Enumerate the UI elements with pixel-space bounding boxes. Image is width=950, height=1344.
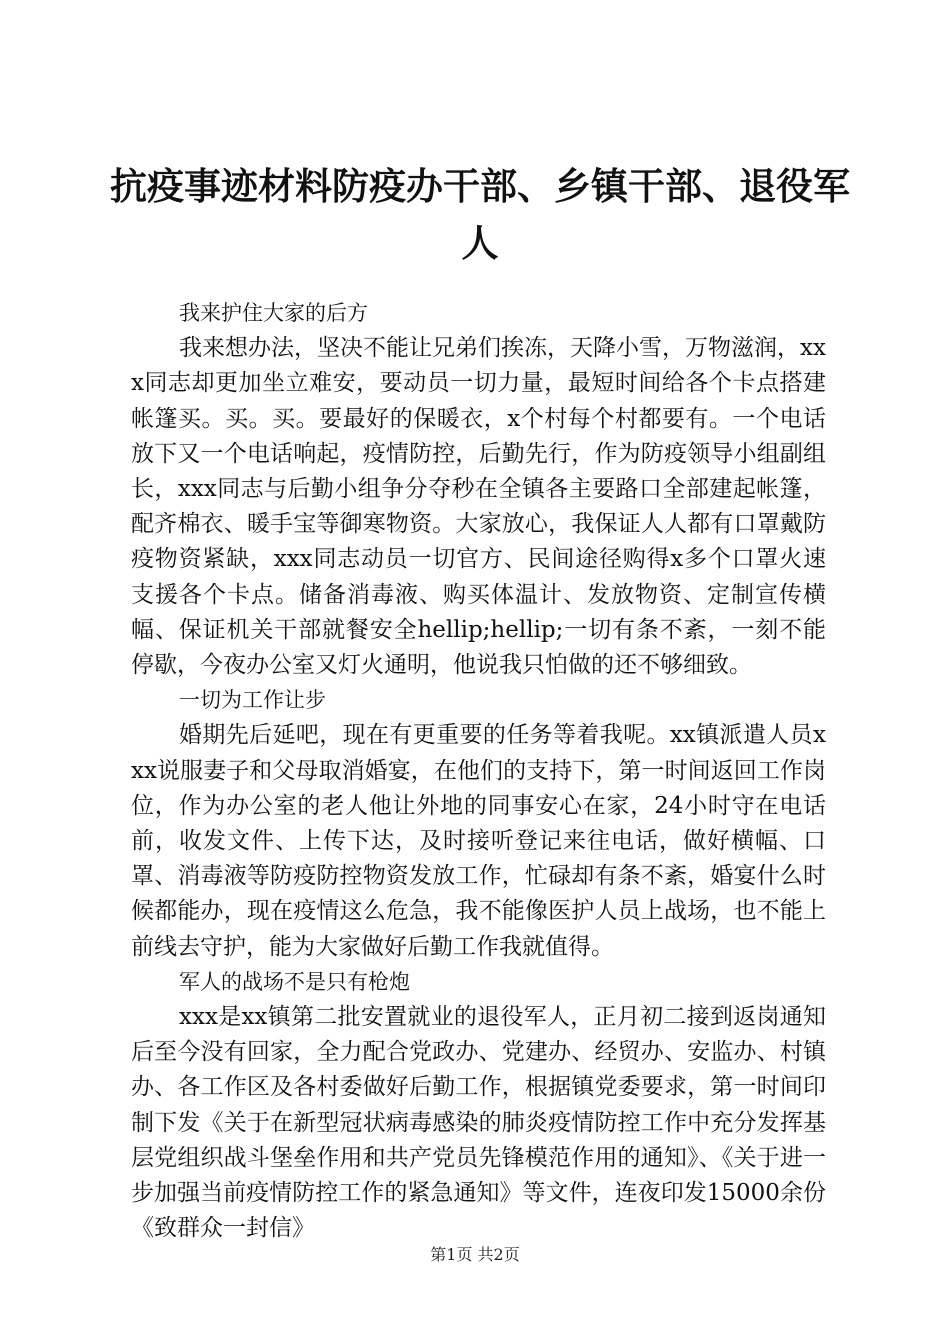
page-number-footer: 第1页 共2页 bbox=[430, 1245, 520, 1264]
section-heading-1: 我来护住大家的后方 bbox=[179, 301, 368, 325]
section-heading-3: 军人的战场不是只有枪炮 bbox=[179, 969, 410, 994]
section-paragraph-1: 我来想办法，坚决不能让兄弟们挨冻，天降小雪，万物滋润，xxx同志却更加坐立难安，要动员一切力量，最短时间给各个卡点搭建帐篷买。买。买。要最好的保暖衣，x个村每个村都要有。一个电话放下又一个电话响起，疫情防控，后勤先行，作为防疫领导小组副组长，xxx同志与后勤小组争分夺秒在全镇各主要路口全部建起帐篷，配齐棉衣、暖手宝等御寒物资。大家放心，我保证人人都有口罩戴防疫物资紧缺，xxx同志动员一切官方、民间途径购得x多个口罩火速支援各个卡点。储备消毒液、购买体温计、发放物资、定制宣传横幅、保证机关干部就餐安全hellip;hellip;一切有条不紊，一刻不能停歇，今夜办公室又灯火通明，他说我只怕做的还不够细致。 bbox=[131, 335, 826, 679]
section-paragraph-2: 婚期先后延吧，现在有更重要的任务等着我呢。xx镇派遣人员xxx说服妻子和父母取消婚宴，在他们的支持下，第一时间返回工作岗位，作为办公室的老人他让外地的同事安心在家，24小时守在电话前，收发文件、上传下达，及时接听登记来往电话，做好横幅、口罩、消毒液等防疫防控物资发放工作，忙碌却有条不紊，婚宴什么时候都能办，现在疫情这么危急，我不能像医护人员上战场，也不能上前线去守护，能为大家做好后勤工作我就值得。 bbox=[131, 722, 826, 960]
document-title: 抗疫事迹材料防疫办干部、乡镇干部、退役军人 bbox=[110, 164, 850, 265]
document-body bbox=[131, 296, 826, 1246]
section-paragraph-3: xxx是xx镇第二批安置就业的退役军人，正月初二接到返岗通知后至今没有回家，全力配合党政办、党建办、经贸办、安监办、村镇办、各工作区及各村委做好后勤工作，根据镇党委要求，第一时间印制下发《关于在新型冠状病毒感染的肺炎疫情防控工作中充分发挥基层党组织战斗堡垒作用和共产党员先锋模范作用的通知》、《关于进一步加强当前疫情防控工作的紧急通知》等文件，连夜印发15000余份《致群众一封信》 bbox=[131, 1004, 826, 1242]
section-heading-2: 一切为工作让步 bbox=[179, 688, 326, 713]
